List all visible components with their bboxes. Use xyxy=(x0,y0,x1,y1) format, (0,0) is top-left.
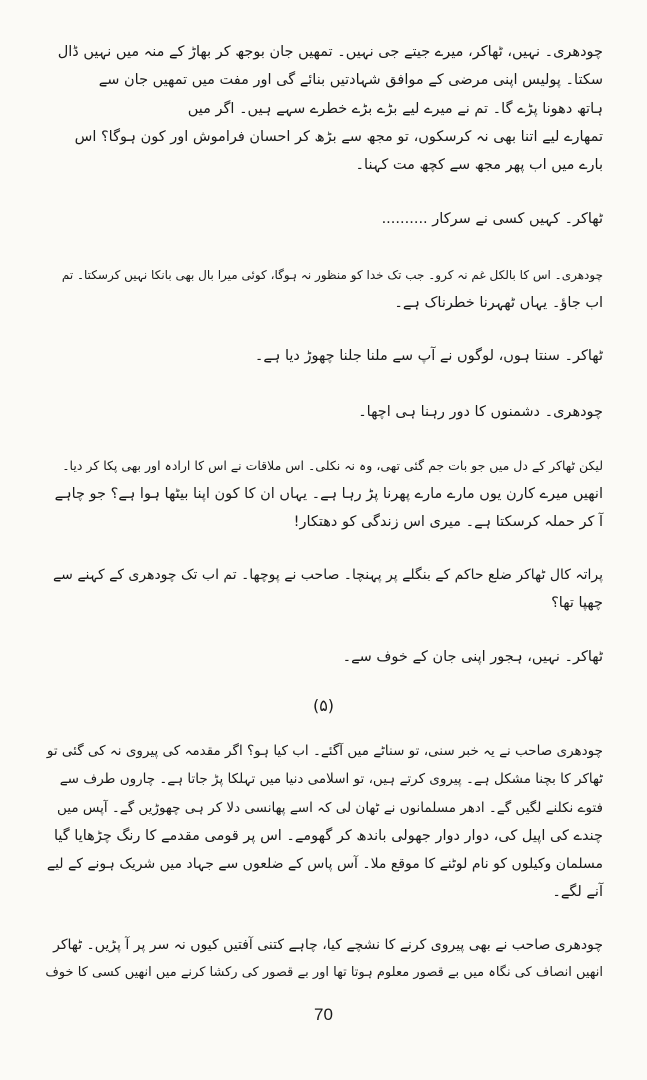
dialogue-line: ٹھاکر۔ نہیں، ہجور اپنی جان کے خوف سے۔ xyxy=(342,649,603,665)
text-line: چندے کی اپیل کی، دوار دوار جھولی باندھ کر گھومے۔ اس پر قومی مقدمے کا رنگ چڑھایا گیا xyxy=(54,828,603,844)
text-line: اب جاؤ۔ یہاں ٹھہرنا خطرناک ہے۔ xyxy=(394,295,603,311)
text-line: پراتہ کال ٹھاکر ضلع حاکم کے بنگلے پر پہنچا۔ صاحب نے پوچھا۔ تم اب تک چودھری کے کہنے سے xyxy=(52,567,603,583)
text-line: انھیں میرے کارن یوں مارے مارے پھرنا پڑ رہا ہے۔ یہاں ان کا کون اپنا بیٹھا ہوا ہے؟ جو چاہے xyxy=(54,486,603,502)
text-line: فتوے نکلنے لگیں گے۔ ادھر مسلمانوں نے ٹھان لی کہ اسے پھانسی دلا کر ہی چھوڑیں گے۔ آپس میں xyxy=(56,800,603,816)
text-line: مسلمان وکیلوں کو نام لوٹنے کا موقع ملا۔ آس پاس کے ضلعوں سے جہاد میں شریک ہونے کے لیے xyxy=(46,856,603,872)
page-number: 70 xyxy=(314,1005,333,1024)
text-line: ٹھاکر کا بچنا مشکل ہے۔ پیروی کرتے ہیں، تو اسلامی دنیا میں تہلکا پڑ جاتا ہے۔ چاروں طرف سے xyxy=(59,771,603,787)
text-line: آ کر حملہ کرسکتا ہے۔ میری اس زندگی کو دھتکار! xyxy=(293,514,603,530)
dialogue-line: چودھری۔ اس کا بالکل غم نہ کرو۔ جب تک خدا کو منظور نہ ہوگا، کوئی میرا بال بھی بانکا نہیں کرسکتا۔ تم xyxy=(61,268,603,282)
text-line: تمھارے لیے اتنا بھی نہ کرسکوں، تو مجھ سے بڑھ کر احسان فراموش اور کون ہوگا؟ اس xyxy=(74,129,603,145)
text-line: ہاتھ دھونا پڑے گا۔ تم نے میرے لیے بڑے بڑے خطرے سہے ہیں۔ اگر میں xyxy=(187,101,603,117)
text-line: سکتا۔ پولیس اپنی مرضی کے موافق شہادتیں بنائے گی اور مفت میں تمھیں جان سے xyxy=(98,72,603,88)
text-line: لیکن ٹھاکر کے دل میں جو بات جم گئی تھی، وہ نہ نکلی۔ اس ملاقات نے اس کا ارادہ اور بھی پکا کر دیا۔ xyxy=(62,458,603,473)
dialogue-line: ٹھاکر۔ سنتا ہوں، لوگوں نے آپ سے ملنا جلنا چھوڑ دیا ہے۔ xyxy=(254,348,603,364)
text-line: چودھری۔ نہیں، ٹھاکر، میرے جیتے جی نہیں۔ تمھیں جان بوجھ کر بھاڑ کے منہ میں نہیں ڈال xyxy=(57,44,603,60)
dialogue-line: ٹھاکر۔ کہیں کسی نے سرکار .......... xyxy=(381,211,603,227)
text-line: بارے میں اب پھر مجھ سے کچھ مت کہنا۔ xyxy=(355,157,603,173)
text-line: انھیں انصاف کی نگاہ میں بے قصور معلوم ہوتا تھا اور بے قصور کی رکشا کرنے میں انھیں کسی کا خوف xyxy=(45,965,603,980)
text-line: آنے لگے۔ xyxy=(552,884,603,900)
section-number: (۵) xyxy=(312,696,335,715)
dialogue-line: چودھری۔ دشمنوں کا دور رہنا ہی اچھا۔ xyxy=(358,404,603,420)
text-line: چودھری صاحب نے یہ خبر سنی، تو سناٹے میں آگئے۔ اب کیا ہو؟ اگر مقدمہ کی پیروی نہ کی گئی تو xyxy=(46,743,603,759)
text-line: چودھری صاحب نے بھی پیروی کرنے کا نشچے کیا، چاہے کتنی آفتیں کیوں نہ سر پر آ پڑیں۔ ٹھاکر xyxy=(53,937,603,953)
text-line: چھپا تھا؟ xyxy=(551,595,603,611)
